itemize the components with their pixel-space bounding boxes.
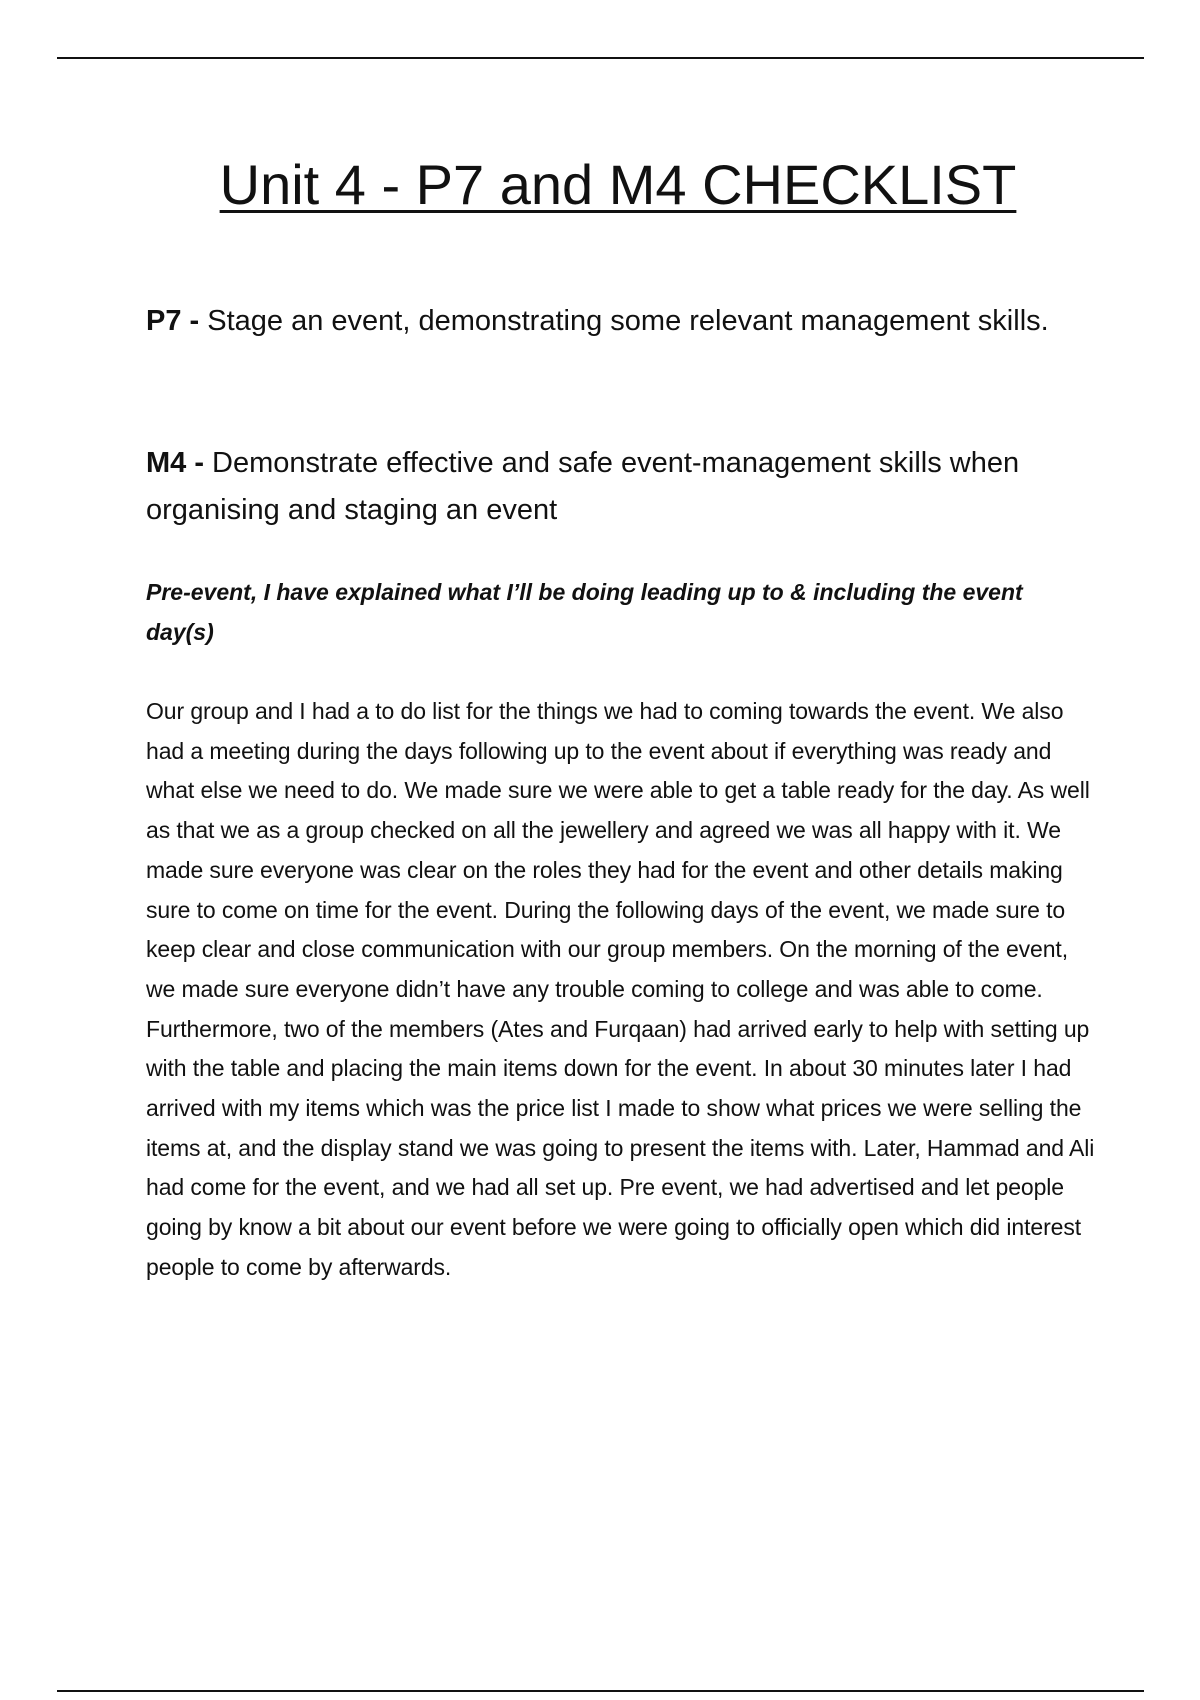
bottom-rule [57, 1690, 1144, 1692]
criterion-m4 [146, 440, 1106, 534]
criterion-p7-code: P7 - [146, 305, 200, 337]
page-title-text: Unit 4 - P7 and M4 CHECKLIST [219, 153, 1017, 216]
criterion-p7 [146, 298, 1106, 345]
page-title [0, 150, 1200, 220]
checklist-answer: Our group and I had a to do list for the things we had to coming towards the event. We also had a meeting during the days following up to the event about if everything was ready and what else we need to do. We made sure we were able to get a table ready for the day. As well as that we as a group checked on all the jewellery and agreed we was all happy with it. We made sure everyone was clear on the roles they had for the event and other details making sure to come on time for the event. During the following days of the event, we made sure to keep clear and close communication with our group members. On the morning of the event, we made sure everyone didn’t have any trouble coming to college and was able to come. Furthermore, two of the members (Ates and Furqaan) had arrived early to help with setting up with the table and placing the main items down for the event. In about 30 minutes later I had arrived with my items which was the price list I made to show what prices we were selling the items at, and the display stand we was going to present the items with. Later, Hammad and Ali had come for the event, and we had all set up. Pre event, we had advertised and let people going by know a bit about our event before we were going to officially open which did interest people to come by afterwards. [146, 698, 1095, 1280]
checklist-question: Pre-event, I have explained what I’ll be doing leading up to & including the event day(s) [146, 579, 1023, 645]
top-rule [57, 57, 1144, 59]
criterion-m4-code: M4 - [146, 447, 204, 479]
criterion-p7-text: Stage an event, demonstrating some relevant management skills. [199, 305, 1049, 337]
criterion-m4-text: Demonstrate effective and safe event-management skills when organising and staging an event [146, 447, 1020, 526]
